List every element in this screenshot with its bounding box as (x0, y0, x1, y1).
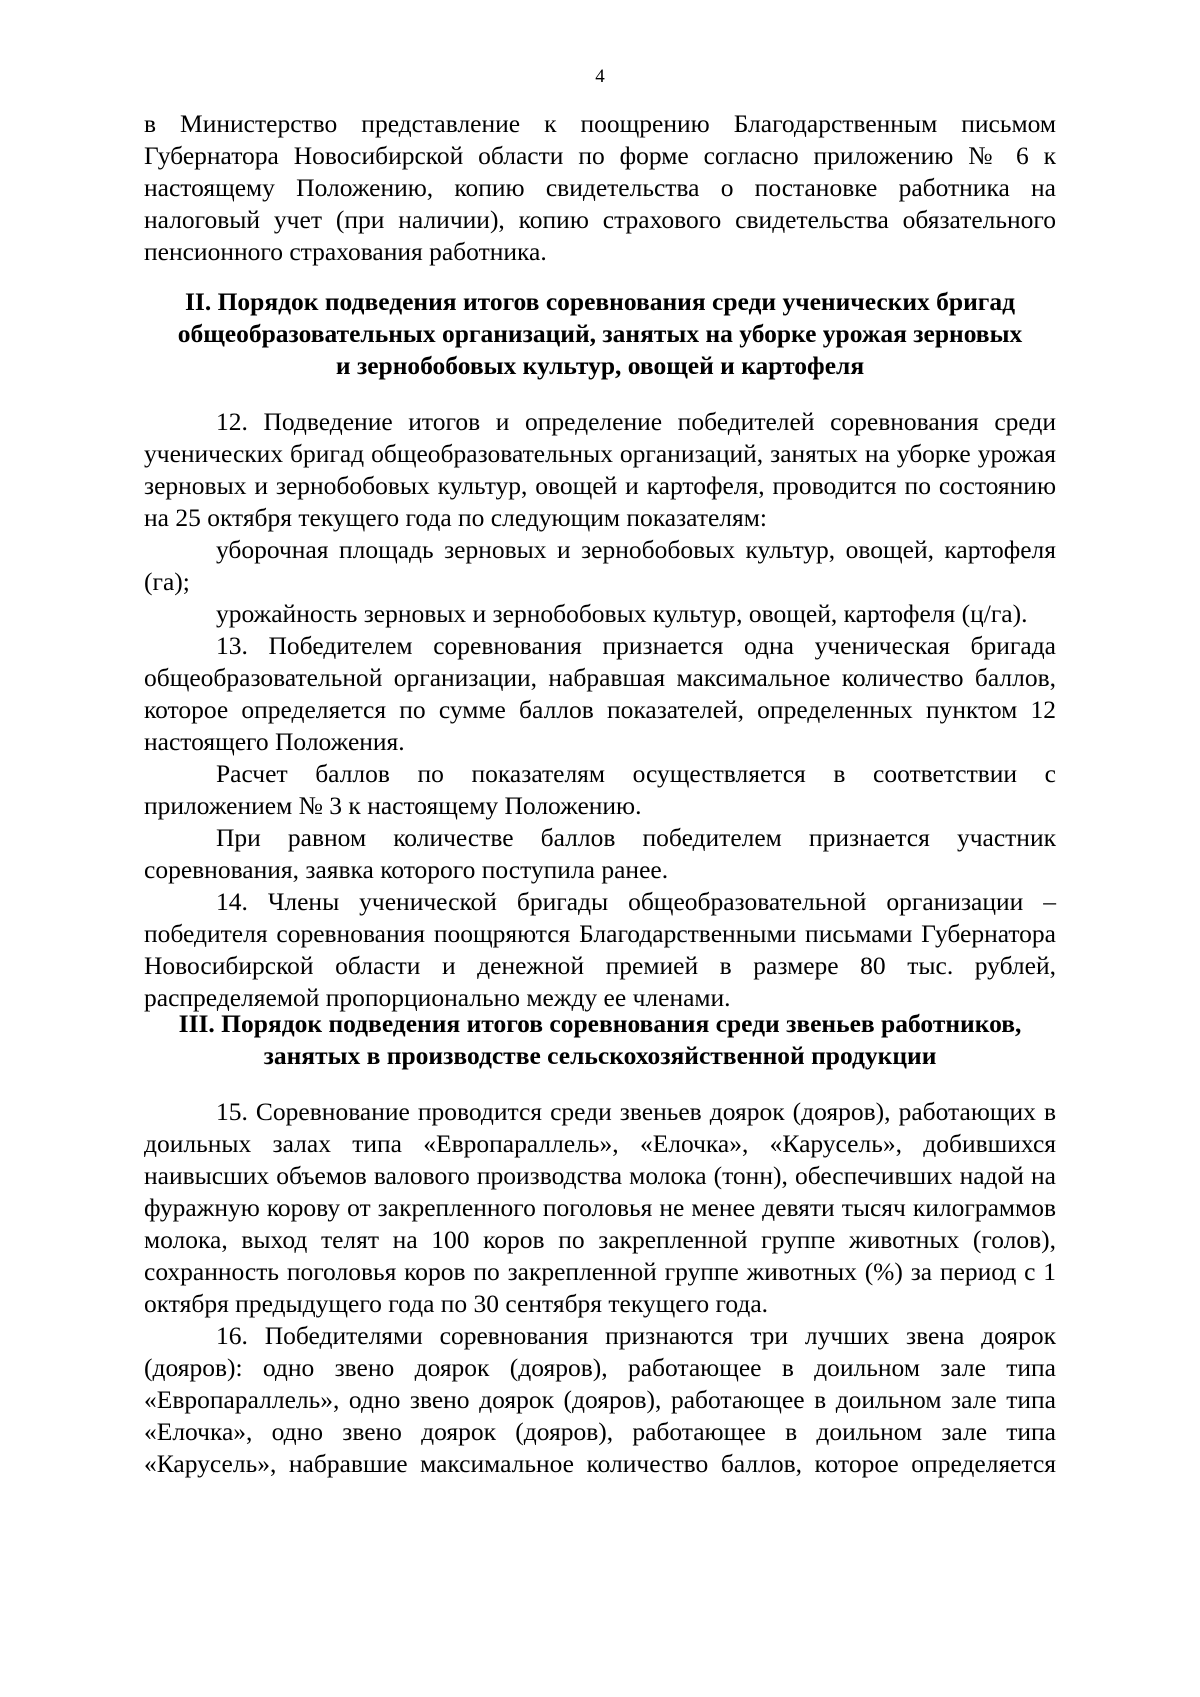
section-2-body (144, 406, 1056, 1014)
section-3-title (144, 1008, 1056, 1072)
section-3-title-line-1: III. Порядок подведения итогов соревнования среди звеньев работников, (178, 1009, 1022, 1038)
section-2-title-line-3: и зернобобовых культур, овощей и картофеля (335, 351, 865, 380)
section-3-title-line-2: занятых в производстве сельскохозяйственной продукции (263, 1041, 937, 1070)
section-2-title-line-2: общеобразовательных организаций, занятых на уборке урожая зерновых (177, 319, 1023, 348)
paragraph-16: 16. Победителями соревнования признаются три лучших звена доярок (дояров): одно звено доярок (дояров), работающее в доильном зале типа «Европараллель», одно звено доярок (дояров), работающее в доильном зале типа «Елочка», одно звено доярок (дояров), работающее в доильном зале типа «Карусель», набравшие максимальное количество баллов, которое определяется (144, 1321, 1056, 1478)
paragraph-14: 14. Члены ученической бригады общеобразовательной организации – победителя соревнования поощряются Благодарственными письмами Губернатора Новосибирской области и денежной премией в размере 80 тыс. рублей, распределяемой пропорционально между ее членами. (144, 887, 1056, 1012)
intro-section (144, 108, 1056, 268)
section-3-body (144, 1096, 1056, 1480)
paragraph-15: 15. Соревнование проводится среди звеньев доярок (дояров), работающих в доильных залах типа «Европараллель», «Елочка», «Карусель», добившихся наивысших объемов валового производства молока (тонн), обеспечивших надой на фуражную корову от закрепленного поголовья не менее девяти тысяч килограммов молока, выход телят на 100 коров по закрепленной группе животных (голов), сохранность поголовья коров по закрепленной группе животных (%) за период с 1 октября предыдущего года по 30 сентября текущего года. (144, 1097, 1056, 1318)
page-number: 4 (595, 66, 605, 87)
paragraph-12-item-1: уборочная площадь зерновых и зернобобовых культур, овощей, картофеля (га); (144, 535, 1056, 596)
section-2-title-line-1: II. Порядок подведения итогов соревнования среди ученических бригад (184, 287, 1016, 316)
paragraph-12: 12. Подведение итогов и определение победителей соревнования среди ученических бригад общеобразовательных организаций, занятых на уборке урожая зерновых и зернобобовых культур, овощей и картофеля, проводится по состоянию на 25 октября текущего года по следующим показателям: (144, 407, 1056, 532)
section-3-heading (144, 1008, 1056, 1072)
paragraph-13-calc: Расчет баллов по показателям осуществляется в соответствии с приложением № 3 к настоящему Положению. (144, 759, 1056, 820)
intro-paragraph: в Министерство представление к поощрению Благодарственным письмом Губернатора Новосибирской области по форме согласно приложению № 6 к настоящему Положению, копию свидетельства о постановке работника на налоговый учет (при наличии), копию страхового свидетельства обязательного пенсионного страхования работника. (144, 109, 1056, 266)
paragraph-13-equal: При равном количестве баллов победителем признается участник соревнования, заявка которого поступила ранее. (144, 823, 1056, 884)
paragraph-12-item-2: урожайность зерновых и зернобобовых культур, овощей, картофеля (ц/га). (216, 599, 1028, 628)
section-2-heading (144, 286, 1056, 382)
section-2-title (144, 286, 1056, 382)
paragraph-13: 13. Победителем соревнования признается одна ученическая бригада общеобразовательной организации, набравшая максимальное количество баллов, которое определяется по сумме баллов показателей, определенных пунктом 12 настоящего Положения. (144, 631, 1056, 756)
